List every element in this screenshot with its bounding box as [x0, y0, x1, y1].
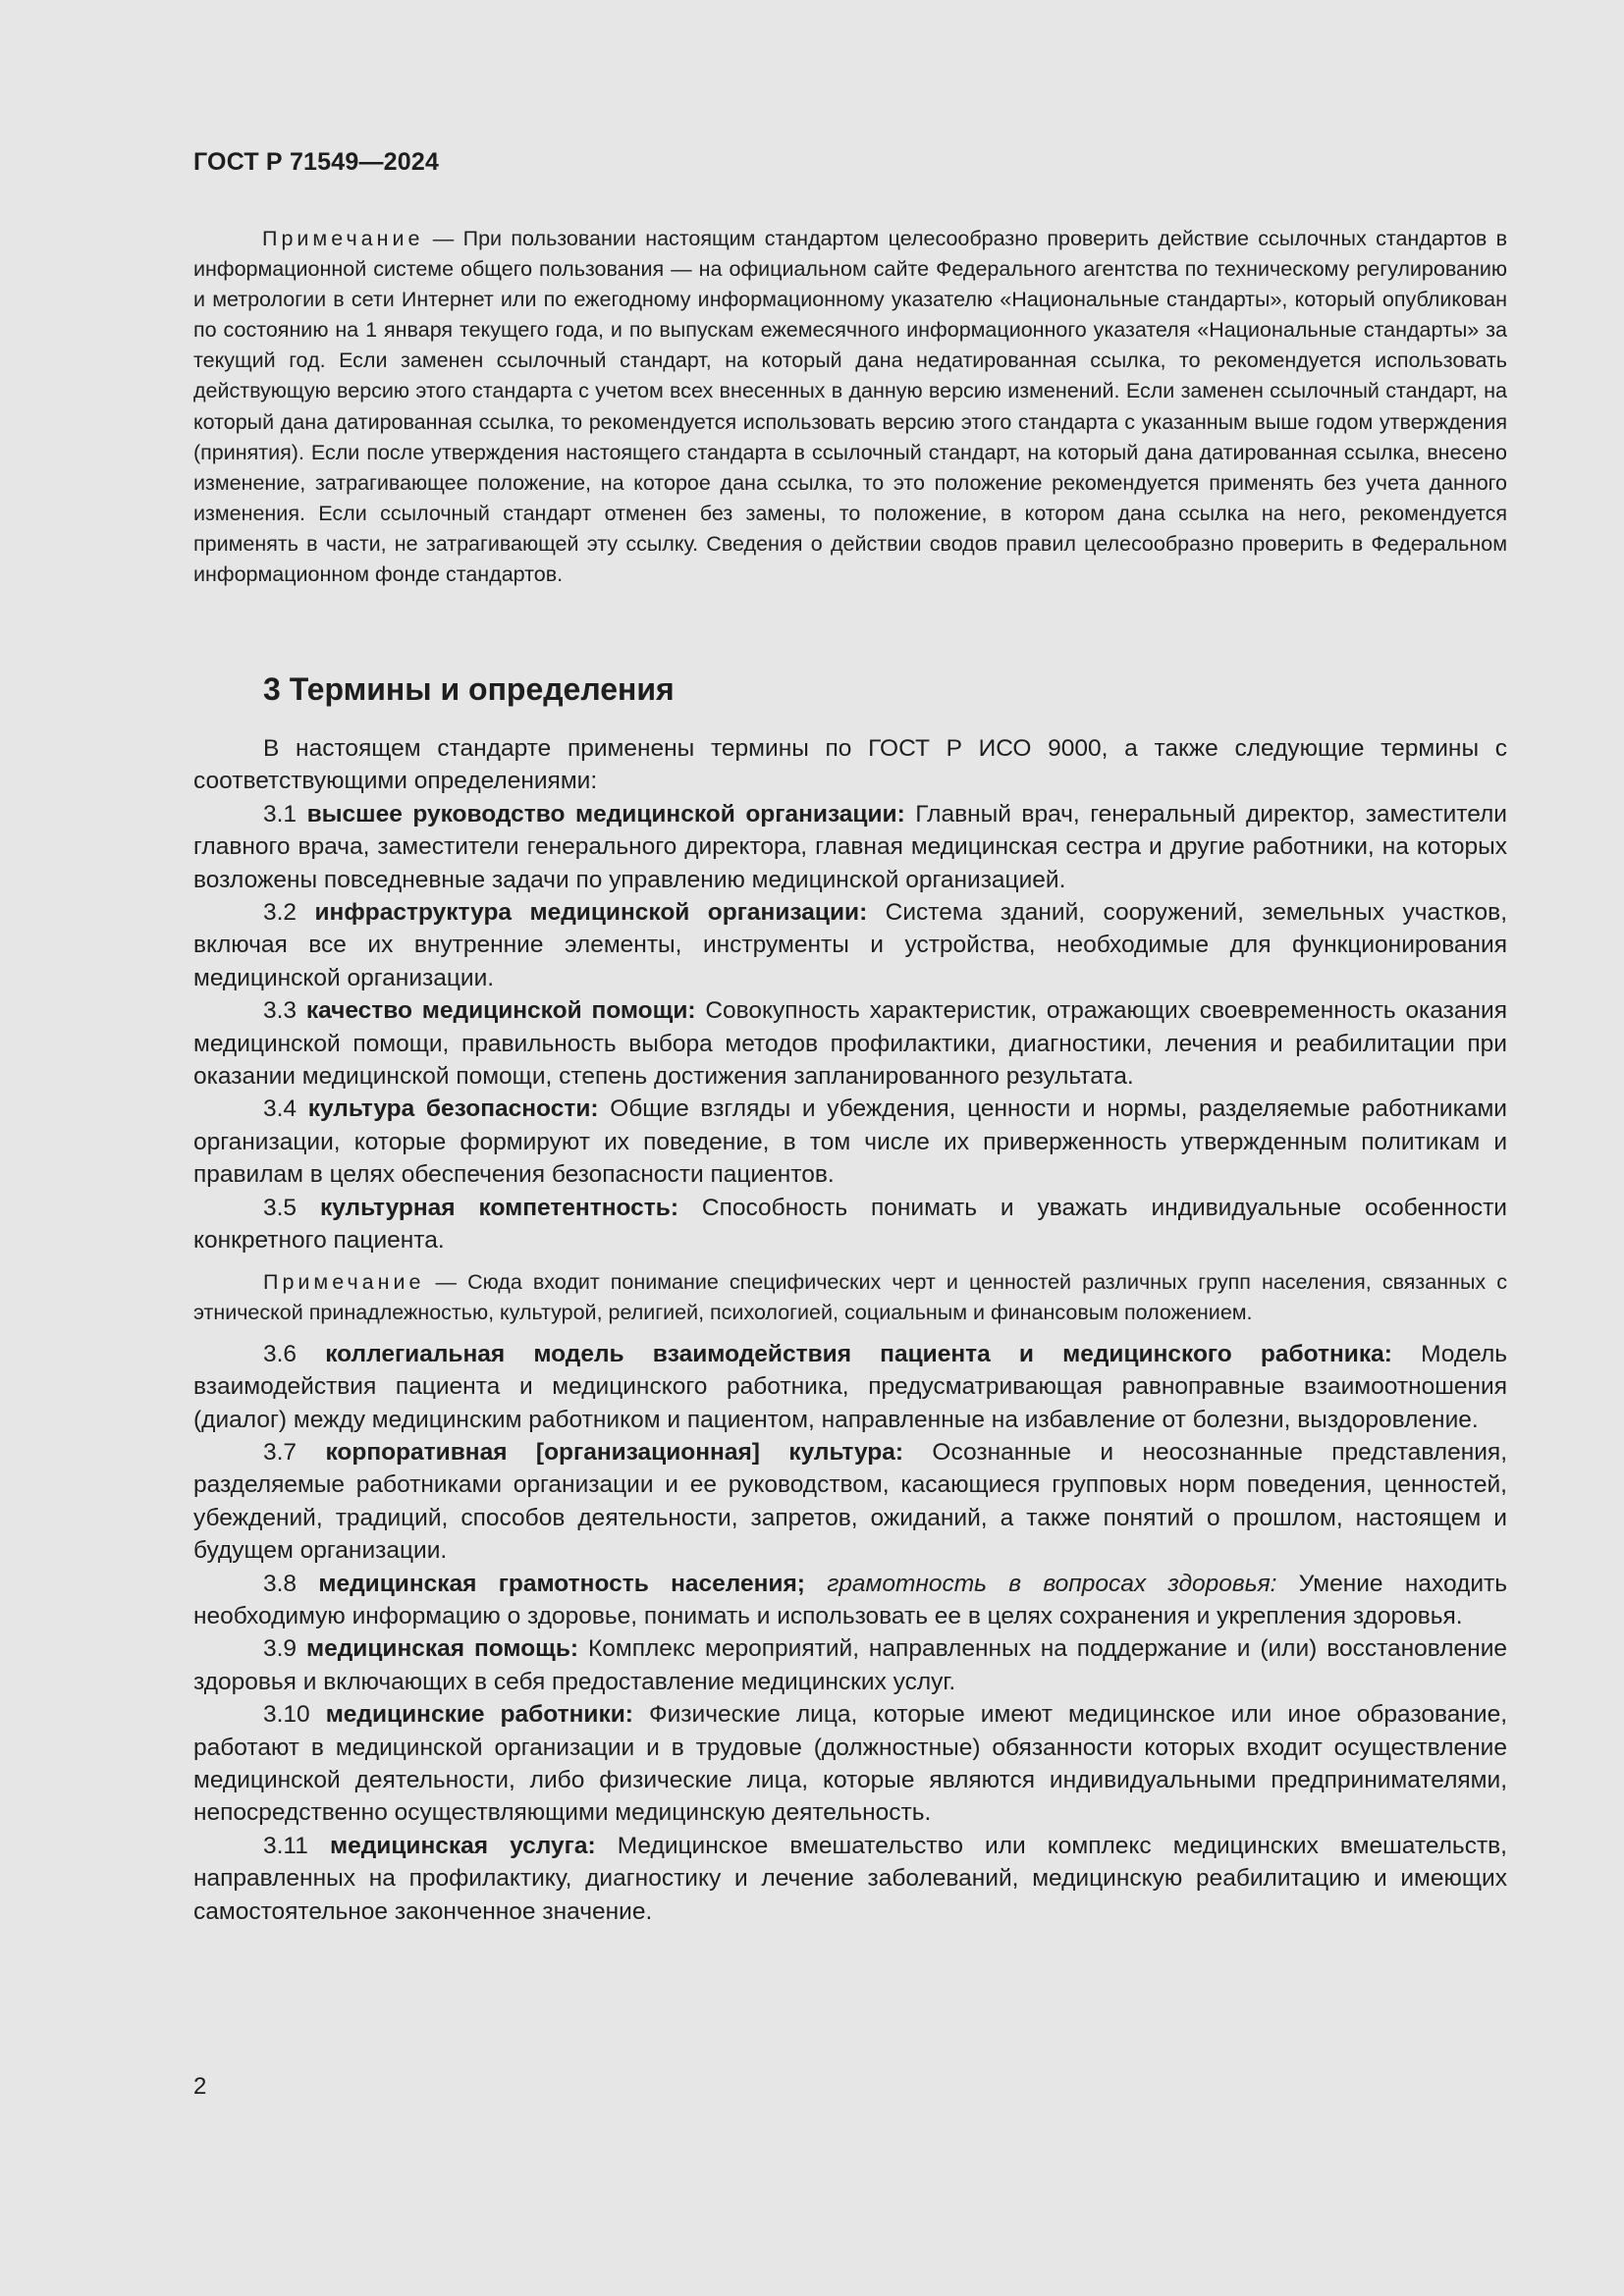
term-3-11	[193, 1830, 1507, 1928]
term-3-1	[193, 798, 1507, 896]
term-3-7	[193, 1436, 1507, 1568]
term-number: 3.5	[263, 1194, 298, 1221]
term-3-2	[193, 896, 1507, 994]
term-definition: Умение находить необходимую информацию о здоровье, понимать и использовать ее в целях сохранения и укрепления здоровья.	[193, 1570, 1508, 1629]
term-name: коллегиальная модель взаимодействия пациента и медицинского работника:	[325, 1340, 1392, 1367]
intro-paragraph: В настоящем стандарте применены термины по ГОСТ Р ИСО 9000, а также следующие термины с соответствующими определениями:	[193, 735, 1507, 795]
term-number: 3.10	[263, 1701, 310, 1729]
term-number: 3.3	[263, 997, 298, 1025]
term-number: 3.2	[263, 899, 298, 927]
term-3-9	[193, 1632, 1507, 1698]
standard-header: ГОСТ Р 71549—2024	[193, 148, 440, 176]
term-3-4	[193, 1093, 1507, 1191]
term-name: высшее руководство медицинской организации:	[306, 800, 905, 828]
term-definition: Комплекс мероприятий, направленных на поддержание и (или) восстановление здоровья и включающих в себя предоставление медицинских услуг.	[193, 1635, 1508, 1695]
term-definition: Система зданий, сооружений, земельных участков, включая все их внутренние элементы, инструменты и устройства, необходимые для функционирования медицинской организации.	[193, 899, 1508, 991]
note-text: Сюда входит понимание специфических черт и ценностей различных групп населения, связанных с этнической принадлежностью, культурой, религией, психологией, социальным и финансовым положением.	[193, 1269, 1508, 1324]
term-definition: Главный врач, генеральный директор, заместители главного врача, заместители генерального директора, главная медицинская сестра и другие работники, на которых возложены повседневные задачи по управлению медицинской организацией.	[193, 800, 1507, 893]
term-3-8	[193, 1568, 1507, 1633]
term-note	[193, 1267, 1507, 1328]
note-text: При пользовании настоящим стандартом целесообразно проверить действие ссылочных стандартов в информационной системе общего пользования — на официальном сайте Федерального агентства по техническому регулированию и метрологии в сети Интернет или по ежегодному информационному указателю «Национальные стандарты», который опубликован по состоянию на 1 января текущего года, и по выпускам ежемесячного информационного указателя «Национальные стандарты» за текущий год. Если заменен ссылочный стандарт, на который дана недатированная ссылка, то рекомендуется использовать действующую версию этого стандарта с учетом всех внесенных в данную версию изменений. Если заменен ссылочный стандарт, на который дана датированная ссылка, то рекомендуется использовать версию этого стандарта с указанным выше годом утверждения (принятия). Если после утверждения настоящего стандарта в ссылочный стандарт, на который дана датированная ссылка, внесено изменение, затрагивающее положение, на которое дана ссылка, то это положение рекомендуется применять без учета данного изменения. Если ссылочный стандарт отменен без замены, то положение, в котором дана ссылка на него, рекомендуется применять в части, не затрагивающей эту ссылку. Сведения о действии сводов правил целесообразно проверить в Федеральном информационном фонде стандартов.	[193, 227, 1507, 587]
term-name: корпоративная [организационная] культура:	[325, 1438, 904, 1466]
note-dash: —	[432, 227, 455, 250]
term-name: медицинская грамотность населения;	[318, 1570, 805, 1597]
term-definition: Способность понимать и уважать индивидуальные особенности конкретного пациента.	[193, 1194, 1507, 1255]
term-number: 3.6	[263, 1340, 298, 1367]
term-definition: Общие взгляды и убеждения, ценности и нормы, разделяемые работниками организации, которые формируют их поведение, в том числе их приверженность утвержденным политикам и правилам в целях обеспечения безопасности пациентов.	[193, 1095, 1507, 1189]
term-number: 3.9	[263, 1635, 298, 1663]
term-name: медицинская помощь:	[305, 1635, 579, 1663]
term-definition: Модель взаимодействия пациента и медицинского работника, предусматривающая равноправные взаимоотношения (диалог) между медицинским работником и пациентом, направленные на избавление от болезни, выздоровление.	[193, 1340, 1508, 1433]
term-synonym: грамотность в вопросах здоровья:	[827, 1570, 1277, 1597]
term-number: 3.11	[263, 1832, 308, 1859]
term-number: 3.7	[263, 1438, 298, 1466]
term-3-5	[193, 1192, 1507, 1257]
term-number: 3.4	[263, 1095, 298, 1123]
term-number: 3.1	[263, 800, 298, 828]
term-name: культурная компетентность:	[319, 1194, 679, 1221]
term-definition: Совокупность характеристик, отражающих своевременность оказания медицинской помощи, правильность выбора методов профилактики, диагностики, лечения и реабилитации при оказании медицинской помощи, степень достижения запланированного результата.	[193, 997, 1508, 1091]
term-name: медицинская услуга:	[329, 1832, 596, 1859]
term-name: качество медицинской помощи:	[305, 997, 696, 1025]
reference-note	[193, 224, 1507, 590]
section-body	[193, 732, 1507, 1928]
note-dash: —	[435, 1269, 458, 1294]
term-definition: Медицинское вмешательство или комплекс медицинских вмешательств, направленных на профилактику, диагностику и лечение заболеваний, медицинскую реабилитацию и имеющих самостоятельное законченное значение.	[193, 1832, 1507, 1925]
term-number: 3.8	[263, 1570, 298, 1597]
term-3-3	[193, 994, 1507, 1093]
term-name: культура безопасности:	[307, 1095, 599, 1123]
term-definition: Физические лица, которые имеют медицинское или иное образование, работают в медицинской организации и в трудовые (должностные) обязанности которых входит осуществление медицинской деятельности, либо физические лица, которые являются индивидуальными предпринимателями, непосредственно осуществляющими медицинскую деятельность.	[193, 1701, 1508, 1827]
term-name: медицинские работники:	[325, 1701, 633, 1729]
note-label: Примечание	[262, 227, 424, 250]
term-definition: Осознанные и неосознанные представления, разделяемые работниками организации и ее руководством, касающиеся групповых норм поведения, ценностей, убеждений, традиций, способов деятельности, запретов, ожиданий, а также понятий о прошлом, настоящем и будущем организации.	[193, 1438, 1507, 1565]
term-3-10	[193, 1698, 1507, 1830]
term-3-6	[193, 1338, 1507, 1436]
section-title: 3 Термины и определения	[263, 671, 675, 707]
page-number: 2	[193, 2073, 207, 2100]
note-label: Примечание	[263, 1269, 425, 1294]
term-name: инфраструктура медицинской организации:	[314, 899, 868, 927]
